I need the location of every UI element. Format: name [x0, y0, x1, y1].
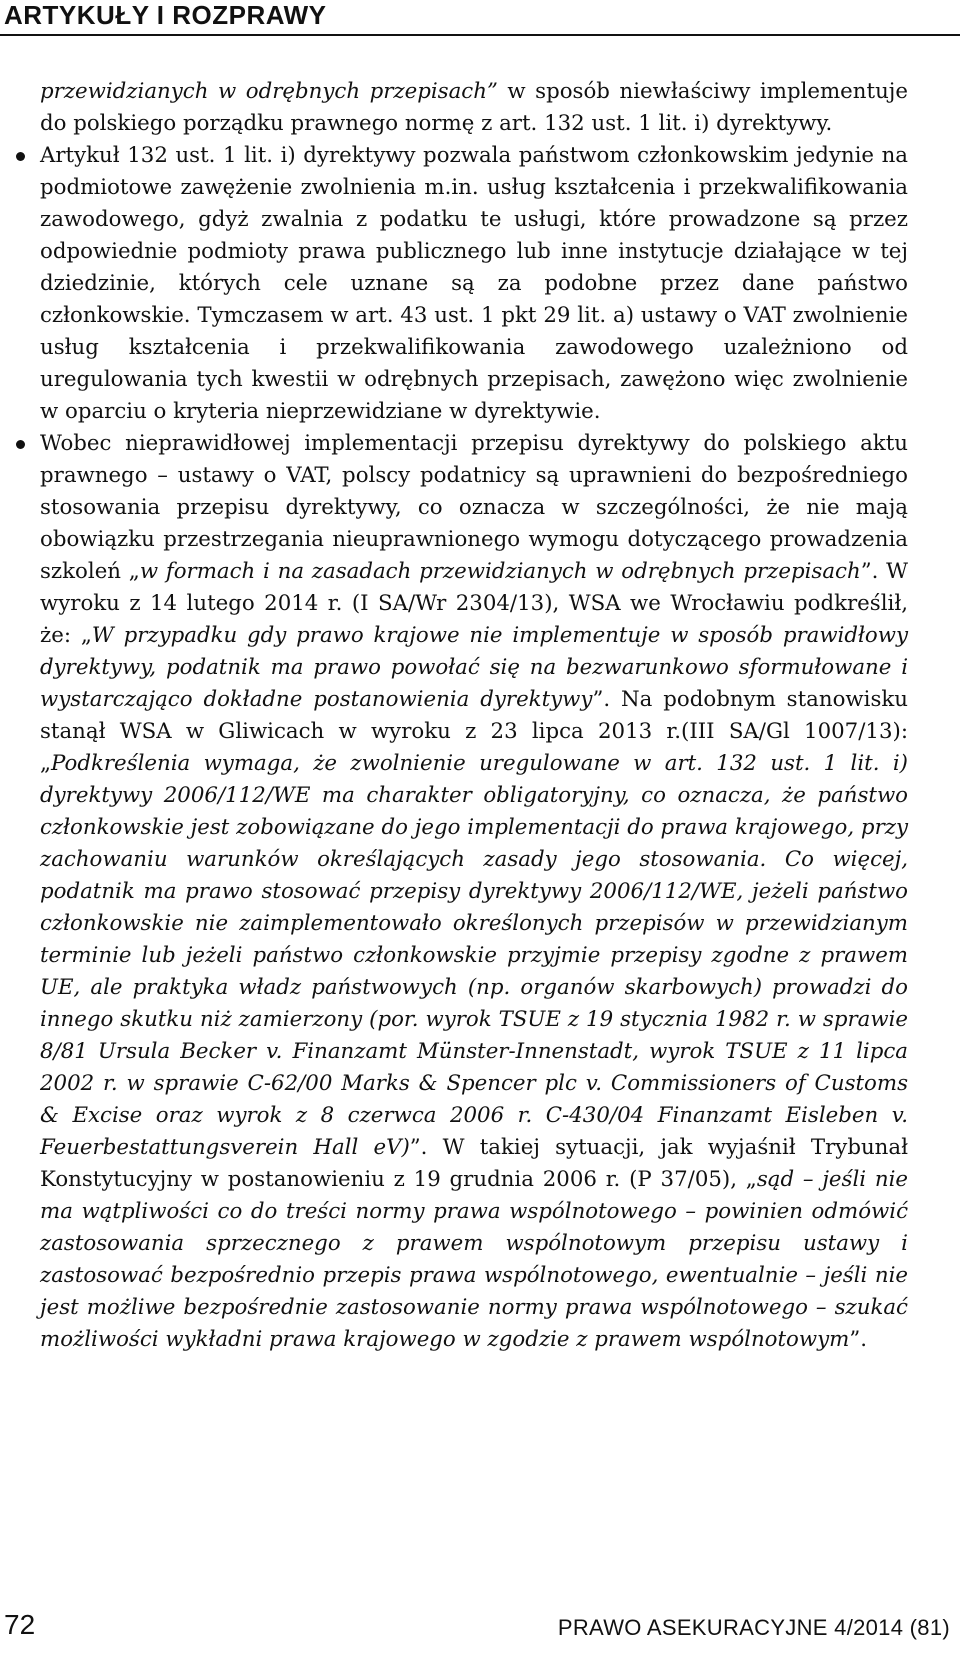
text-fragment: w sposób niewłaściwy implementuje do polskiego porządku prawnego normę z art. 132 ust. 1 lit. i) dyrektywy. — [40, 79, 908, 136]
italic-quote: w formach i na zasadach przewidzianych w odrębnych przepisach — [139, 559, 861, 584]
text-fragment: ”. Na podobnym stanowisku stanął WSA w Gliwicach w wyroku z 23 lipca 2013 r.(III SA/Gl 1007/13): „ — [40, 687, 908, 776]
text-fragment: ”. W wyroku z 14 lutego 2014 r. (I SA/Wr 2304/13), WSA we Wrocławiu podkreślił, że: „ — [40, 559, 909, 648]
italic-quote: W przypadku gdy prawo krajowe nie implementuje w sposób prawidłowy dyrektywy, podatnik ma prawo powołać się na bezwarunkowo sformułowane i wystarczająco dokładne postanowienia dyrektywy — [40, 623, 908, 712]
article-body — [40, 76, 908, 1356]
continuation-paragraph — [40, 76, 908, 140]
bullet-point-1 — [40, 140, 908, 428]
text-fragment: Wobec nieprawidłowej implementacji przepisu dyrektywy do polskiego aktu prawnego – ustawy o VAT, polscy podatnicy są uprawnieni do bezpośredniego stosowania przepisu dyrektywy, co oznacza w szczególności, że nie mają obowiązku przestrzegania nieuprawnionego wymogu dotyczącego prowadzenia szkoleń „ — [40, 431, 908, 584]
page-number: 72 — [4, 1609, 36, 1640]
page-header — [0, 0, 960, 36]
italic-quote: Podkreślenia wymaga, że zwolnienie uregulowane w art. 132 ust. 1 lit. i) dyrektywy 2006/112/WE ma charakter obligatoryjny, co oznacza, że państwo członkowskie jest zobowiązane do jego implementacji do prawa krajowego, przy zachowaniu warunków określających zasady jego stosowania. Co więcej, podatnik ma prawo stosować przepisy dyrektywy 2006/112/WE, jeżeli państwo członkowskie nie zaimplementowało określonych przepisów w przewidzianym terminie lub jeżeli państwo członkowskie przyjmie przepisy zgodne z prawem UE, ale praktyka władz państwowych (np. organów skarbowych) prowadzi do innego skutku niż zamierzony (por. wyrok TSUE z 19 stycznia 1982 r. w sprawie 8/81 Ursula Becker v. Finanzamt Münster-Innenstadt, wyrok TSUE z 11 lipca 2002 r. w sprawie C-62/00 Marks & Spencer plc v. Commissioners of Customs & Excise oraz wyrok z 8 czerwca 2006 r. C-430/04 Finanzamt Eisleben v. Feuerbestattungsverein Hall eV) — [40, 751, 908, 1160]
bullet-icon — [16, 440, 25, 449]
text-fragment: ”. — [849, 1327, 867, 1352]
bullet-icon — [16, 152, 25, 161]
text-fragment: ”. W takiej sytuacji, jak wyjaśnił Trybunał Konstytucyjny w postanowieniu z 19 grudnia 2006 r. (P 37/05), „ — [40, 1135, 908, 1192]
italic-fragment: przewidzianych w odrębnych przepisach” — [40, 79, 498, 104]
bullet-text: Artykuł 132 ust. 1 lit. i) dyrektywy pozwala państwom członkowskim jedynie na podmiotowe zawężenie zwolnienia m.in. usług kształcenia i przekwalifikowania zawodowego, gdyż zwalnia z podatku te usługi, które prowadzone są przez odpowiednie podmioty prawa publicznego lub inne instytucje działające w tej dziedzinie, których cele uznane są za podobne przez dane państwo członkowskie. Tymczasem w art. 43 ust. 1 pkt 29 lit. a) ustawy o VAT zwolnienie usług kształcenia i przekwalifikowania zawodowego uzależniono od uregulowania tych kwestii w odrębnych przepisach, zawężono więc zwolnienie w oparciu o kryteria nieprzewidziane w dyrektywie. — [40, 143, 908, 424]
bullet-point-2 — [40, 428, 908, 1356]
journal-footer: PRAWO ASEKURACYJNE 4/2014 (81) — [557, 1615, 950, 1640]
italic-quote: sąd – jeśli nie ma wątpliwości co do treści normy prawa wspólnotowego – powinien odmówić zastosowania sprzecznego z prawem wspólnotowym przepisu ustawy i zastosować bezpośrednio przepis prawa wspólnotowego, ewentualnie – jeśli nie jest możliwe bezpośrednie zastosowanie normy prawa wspólnotowego – szukać możliwości wykładni prawa krajowego w zgodzie z prawem wspólnotowym — [40, 1167, 908, 1352]
section-title: ARTYKUŁY I ROZPRAWY — [4, 0, 327, 30]
